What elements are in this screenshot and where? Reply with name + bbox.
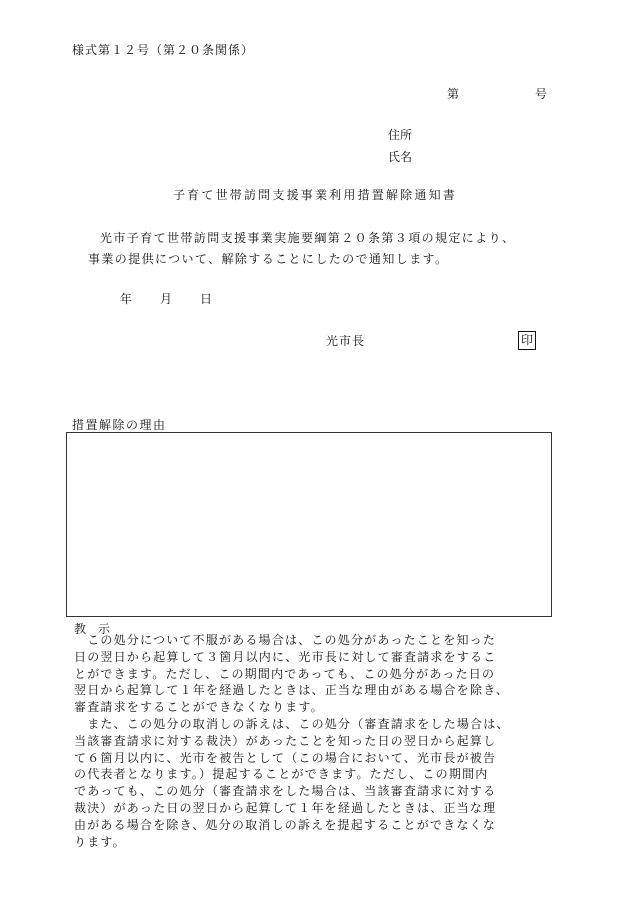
address-label: 住所 <box>388 128 413 142</box>
notice-line: 翌日から起算して１年を経過したときは、正当な理由がある場合を除き、 <box>74 683 510 698</box>
notice-line: ります。 <box>74 834 126 849</box>
notice-line: であっても、この処分（審査請求をした場合は、当該審査請求に対する <box>74 784 497 799</box>
notice-text <box>74 632 556 850</box>
body-line: 事業の提供について、解除することにしたので通知します。 <box>88 252 449 266</box>
notice-line: 審査請求をすることができなくなります。 <box>74 700 324 715</box>
notice-line: また、この処分の取消しの訴えは、この処分（審査請求をした場合は、 <box>74 716 510 731</box>
notice-line: の代表者となります。）提起することができます。ただし、この期間内 <box>74 767 489 782</box>
notice-line: 当該審査請求に対する裁決）があったことを知った日の翌日から起算し <box>74 733 497 748</box>
notice-line: この処分について不服がある場合は、この処分があったことを知った <box>74 633 497 647</box>
body-paragraph <box>88 228 568 270</box>
notice-line: て６箇月以内に、光市を被告として（この場合において、光市長が被告 <box>74 750 497 765</box>
document-number <box>447 85 547 102</box>
document-title: 子育て世帯訪問支援事業利用措置解除通知書 <box>172 188 457 202</box>
seal-mark: 印 <box>518 331 536 350</box>
date-line <box>120 290 240 307</box>
date-year: 年 <box>120 292 133 306</box>
notice-heading: 教示 <box>74 622 123 636</box>
reason-label: 措置解除の理由 <box>72 418 167 432</box>
issuer: 光市長 <box>326 334 366 348</box>
notice-line: とができます。ただし、この期間内であっても、この処分があった日の <box>74 666 496 681</box>
document-number-prefix: 第 <box>447 87 460 101</box>
body-line: 光市子育て世帯訪問支援事業実施要綱第２０条第３項の規定により、 <box>100 231 516 245</box>
date-month: 月 <box>160 292 173 306</box>
date-day: 日 <box>200 292 213 306</box>
name-label: 氏名 <box>388 150 413 164</box>
form-number: 様式第１２号（第２０条関係） <box>72 43 255 57</box>
document-number-suffix: 号 <box>535 87 548 101</box>
notice-line: 由がある場合を除き、処分の取消しの訴えを提起することができなくな <box>74 817 496 832</box>
reason-box[interactable] <box>66 432 552 617</box>
notice-line: 裁決）があった日の翌日から起算して１年を経過したときは、正当な理 <box>74 800 497 815</box>
notice-line: 日の翌日から起算して３箇月以内に、光市長に対して審査請求をするこ <box>74 649 497 664</box>
